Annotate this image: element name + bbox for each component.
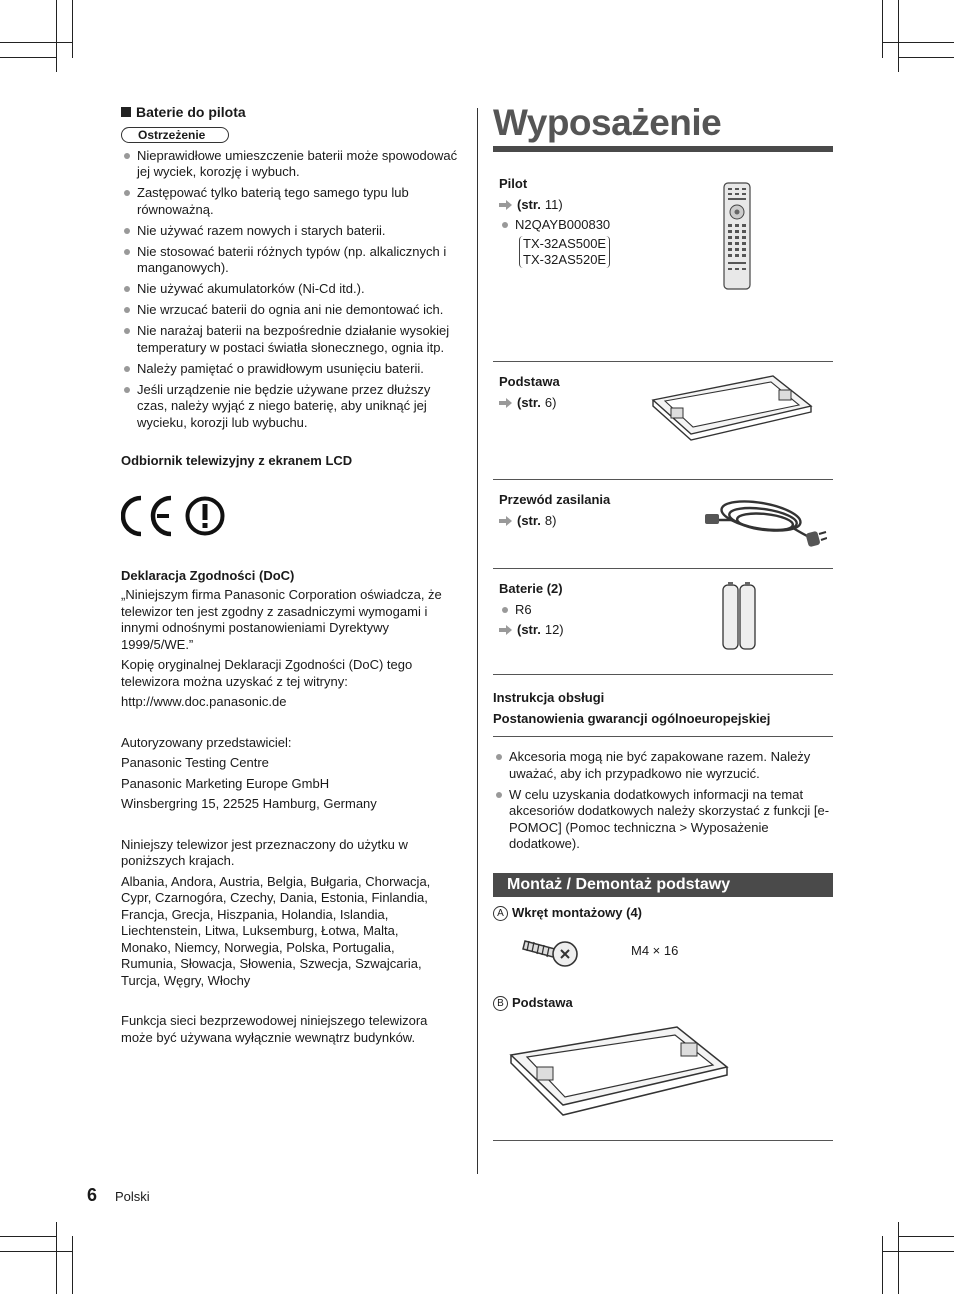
part-a-label: A Wkręt montażowy (4) xyxy=(493,905,833,921)
list-item: Nie stosować baterii różnych typów (np. alkalicznych i manganowych). xyxy=(121,244,461,277)
tv-models: TX-32AS500E TX-32AS520E xyxy=(519,236,610,268)
list-item: Jeśli urządzenie nie będzie używane przez dłuższy czas, należy wyjąć z niego baterię, aby uniknąć jej wycieku, korozji lub wybuchu. xyxy=(121,382,461,432)
batteries-ref: (str. 12) xyxy=(499,620,833,641)
list-item: Zastępować tylko baterią tego samego typu lub równoważną. xyxy=(121,185,461,218)
doc-heading: Deklaracja Zgodności (DoC) xyxy=(121,567,295,583)
remote-model: N2QAYB000830 xyxy=(499,215,833,236)
footer-language: Polski xyxy=(115,1189,150,1204)
arrow-right-icon xyxy=(499,398,513,408)
wireless-note: Funkcja sieci bezprzewodowej niniejszego telewizora może być używana wyłącznie wewnątrz budynków. xyxy=(121,1013,428,1045)
batteries-name: Baterie (2) xyxy=(499,581,563,596)
bullet-dot-icon xyxy=(502,607,508,613)
title-underline xyxy=(493,146,833,152)
remote-control-icon xyxy=(723,182,751,290)
receiver-heading: Odbiornik telewizyjny z ekranem LCD xyxy=(121,453,353,468)
remote-ref: (str. 11) xyxy=(499,195,833,216)
list-item: Nie narażaj baterii na bezpośrednie działanie wysokiej temperatury w postaci światła słonecznego, ognia itp. xyxy=(121,323,461,356)
representative-block: Autoryzowany przedstawiciel: Panasonic Testing Centre Panasonic Marketing Europe GmbH Winsbergring 15, 22525 Hamburg, Germany xyxy=(121,734,377,811)
countries-list: Albania, Andora, Austria, Belgia, Bułgaria, Chorwacja, Cypr, Czarnogóra, Czechy, Dania, Estonia, Finlandia, Francja, Grecja, Hiszpania, Holandia, Islandia, Liechtenstein, Litwa, Luksemburg, Łotwa, Malta, Monako, Niemcy, Norwegia, Polska, Portugalia, Rumunia, Słowacja, Słowenia, Szwecja, Szwajcaria, Turcja, Węgry, Włochy xyxy=(121,873,431,988)
warning-label: Ostrzeżenie xyxy=(121,127,229,143)
list-item: W celu uzyskania dodatkowych informacji na temat akcesoriów dodatkowych należy skorzystać z funkcji [e-POMOC] (Pomoc techniczna > Wyposażenie dodatkowe). xyxy=(493,787,833,853)
letter-a-icon: A xyxy=(493,906,508,921)
screw-size: M4 × 16 xyxy=(631,942,679,958)
accessory-stand xyxy=(493,362,833,480)
stand-icon xyxy=(649,372,815,442)
bullet-dot-icon xyxy=(502,222,508,228)
power-cable-icon xyxy=(703,492,827,552)
doc-text: „Niniejszym firma Panasonic Corporation oświadcza, że telewizor ten jest zgodny z zasadniczymi wymogami i innymi odnośnymi postanowieniami Dyrektywy 1999/5/WE.” xyxy=(121,587,442,652)
countries-intro: Niniejszy telewizor jest przeznaczony do użytku w poniższych krajach. xyxy=(121,836,408,868)
notes-list xyxy=(493,749,833,853)
part-a-row xyxy=(493,921,833,987)
part-b-row xyxy=(493,1011,833,1141)
letter-b-icon: B xyxy=(493,996,508,1011)
battery-warnings-list xyxy=(121,148,461,432)
battery-icon xyxy=(721,581,757,653)
accessory-batteries xyxy=(493,569,833,675)
stand-ref: (str. 6) xyxy=(499,393,833,414)
right-column xyxy=(493,100,833,1141)
page-title: Wyposażenie xyxy=(493,102,722,143)
cable-ref: (str. 8) xyxy=(499,511,833,532)
square-bullet-icon xyxy=(121,107,131,117)
page-number: 6 xyxy=(87,1185,98,1205)
screw-icon xyxy=(521,933,581,967)
list-item: Nieprawidłowe umieszczenie baterii może spowodować jej wyciek, korozję i wybuch. xyxy=(121,148,461,181)
part-b-label: B Podstawa xyxy=(493,995,833,1011)
left-column xyxy=(121,104,461,1050)
accessory-documents xyxy=(493,675,833,737)
ce-mark xyxy=(121,492,461,540)
battery-heading: Baterie do pilota xyxy=(121,104,461,121)
arrow-right-icon xyxy=(499,200,513,210)
mount-heading: Montaż / Demontaż podstawy xyxy=(493,873,833,897)
manual-label: Instrukcja obsługi xyxy=(493,690,605,705)
ce-alert-icon xyxy=(121,494,227,538)
list-item: Nie używać razem nowych i starych baterii. xyxy=(121,223,461,240)
remote-name: Pilot xyxy=(499,176,528,191)
accessory-power-cable xyxy=(493,480,833,569)
warranty-label: Postanowienia gwarancji ogólnoeuropejskiej xyxy=(493,711,771,726)
doc-copy-text: Kopię oryginalnej Deklaracji Zgodności (DoC) tego telewizora można uzyskać z tej witryny: xyxy=(121,657,413,689)
accessory-remote xyxy=(493,166,833,362)
column-divider xyxy=(477,108,478,1174)
list-item: Nie wrzucać baterii do ognia ani nie demontować ich. xyxy=(121,302,461,319)
list-item: Należy pamiętać o prawidłowym usunięciu baterii. xyxy=(121,361,461,378)
doc-url: http://www.doc.panasonic.de xyxy=(121,694,287,709)
arrow-right-icon xyxy=(499,625,513,635)
stand-name: Podstawa xyxy=(499,374,560,389)
list-item: Akcesoria mogą nie być zapakowane razem. Należy uważać, aby ich przypadkowo nie wyrzucić. xyxy=(493,749,833,782)
arrow-right-icon xyxy=(499,516,513,526)
stand-icon xyxy=(507,1023,729,1119)
cable-name: Przewód zasilania xyxy=(499,492,611,507)
list-item: Nie używać akumulatorków (Ni-Cd itd.). xyxy=(121,281,461,298)
batteries-type: R6 xyxy=(499,600,833,621)
